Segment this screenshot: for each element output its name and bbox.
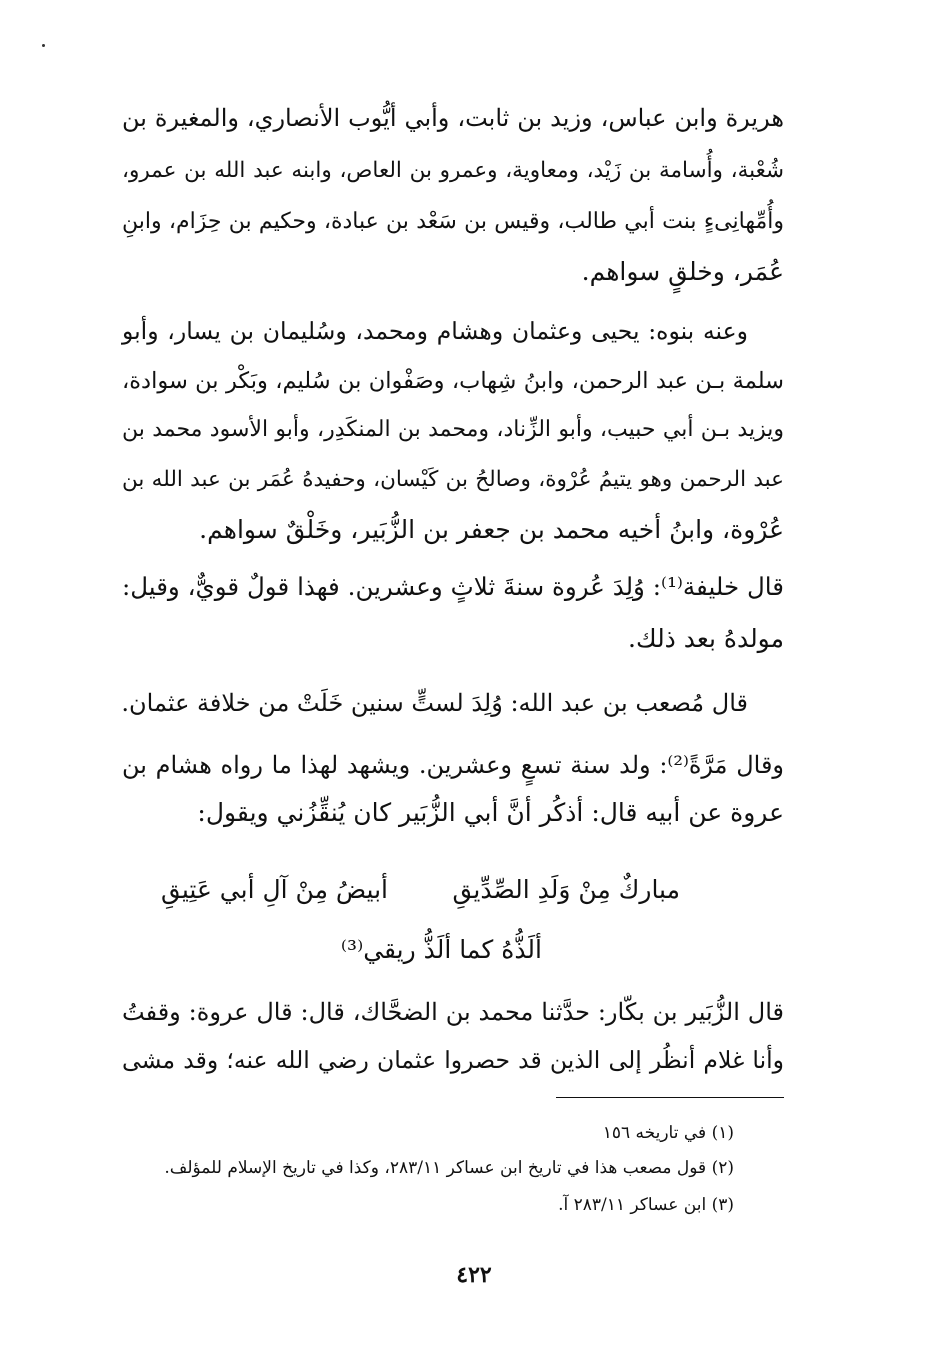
page-number: ٤٢٢ [456, 1262, 492, 1288]
footnote: (٢) قول مصعب هذا في تاريخ ابن عساكر ٢٨٣/١١، وكذا في تاريخ الإسلام للمؤلف. [164, 1158, 734, 1178]
footnote: (٣) ابن عساكر ٢٨٣/١١ آ. [558, 1195, 734, 1215]
text-line: ويزيد بـن أبي حبيب، وأبو الزِّناد، ومحمد بن المنكَدِر، وأبو الأسود محمد بن [122, 417, 784, 442]
text-line: عبد الرحمن وهو يتيمُ عُرْوة، وصالحُ بن كَيْسان، وحفيدهُ عُمَر بن عبد الله بن [122, 467, 784, 492]
text-line: سلمة بـن عبد الرحمن، وابنُ شِهاب، وصَفْوان بن سُليم، وبَكْر بن سوادة، [122, 368, 784, 394]
text-line: عُرْوة، وابنُ أخيه محمد بن جعفر بن الزُّبَير، وخَلْقٌ سواهم. [199, 515, 784, 544]
text-line: عُمَر، وخلقٍ سواهم. [581, 257, 784, 286]
text-line: شُعْبة، وأُسامة بن زَيْد، ومعاوية، وعمرو بن العاص، وابنه عبد الله بن عمرو، [122, 158, 784, 183]
text-line: قال مُصعب بن عبد الله: وُلِدَ لستٍّ سنين خَلَتْ من خلافة عثمان. [121, 689, 748, 717]
text-line: عروة عن أبيه قال: أذكُر أنَّ أبي الزُّبَير كان يُنقِّزُني ويقول: [197, 798, 784, 827]
text-line: مولدهُ بعد ذلك. [628, 624, 784, 653]
text-line: قال الزُّبَير بن بكّار: حدَّثنا محمد بن الضحَّاك، قال: قال عروة: وقفتُ [122, 998, 784, 1026]
verse-hemistich-left: أبيضُ مِنْ آلِ أبي عَتِيقِ [161, 875, 388, 904]
text-line: وعنه بنوه: يحيى وعثمان وهشام ومحمد، وسُليمان بن يسار، وأبو [122, 317, 748, 345]
text-line: وأنا غلام أنظُر إلى الذين قد حصروا عثمان رضي الله عنه؛ وقد مشى [122, 1046, 784, 1074]
text-line: هريرة وابن عباس، وزيد بن ثابت، وأبي أيُّوب الأنصاري، والمغيرة بن [122, 104, 784, 132]
text-line: وقال مَرَّةً⁽²⁾: ولد سنة تسعٍ وعشرين. ويشهد لهذا ما رواه هشام بن [122, 751, 785, 779]
footnote-separator [556, 1097, 784, 1098]
text-line: قال خليفة⁽¹⁾: وُلِدَ عُروة سنةَ ثلاثٍ وعشرين. فهذا قولٌ قويٌّ، وقيل: [122, 572, 784, 601]
scan-speck [42, 44, 45, 47]
footnote: (١) في تاريخه ١٥٦ [602, 1123, 734, 1143]
verse-line: ألَذُّهُ كما ألَذُّ ريقي⁽³⁾ [340, 935, 542, 964]
verse-hemistich-right: مباركٌ مِنْ وَلَدِ الصِّدِّيقِ [452, 875, 680, 904]
text-line: وأُمِّهانِىءٍ بنت أبي طالب، وقيس بن سَعْد بن عبادة، وحكيم بن حِزَام، وابنِ [122, 209, 784, 234]
